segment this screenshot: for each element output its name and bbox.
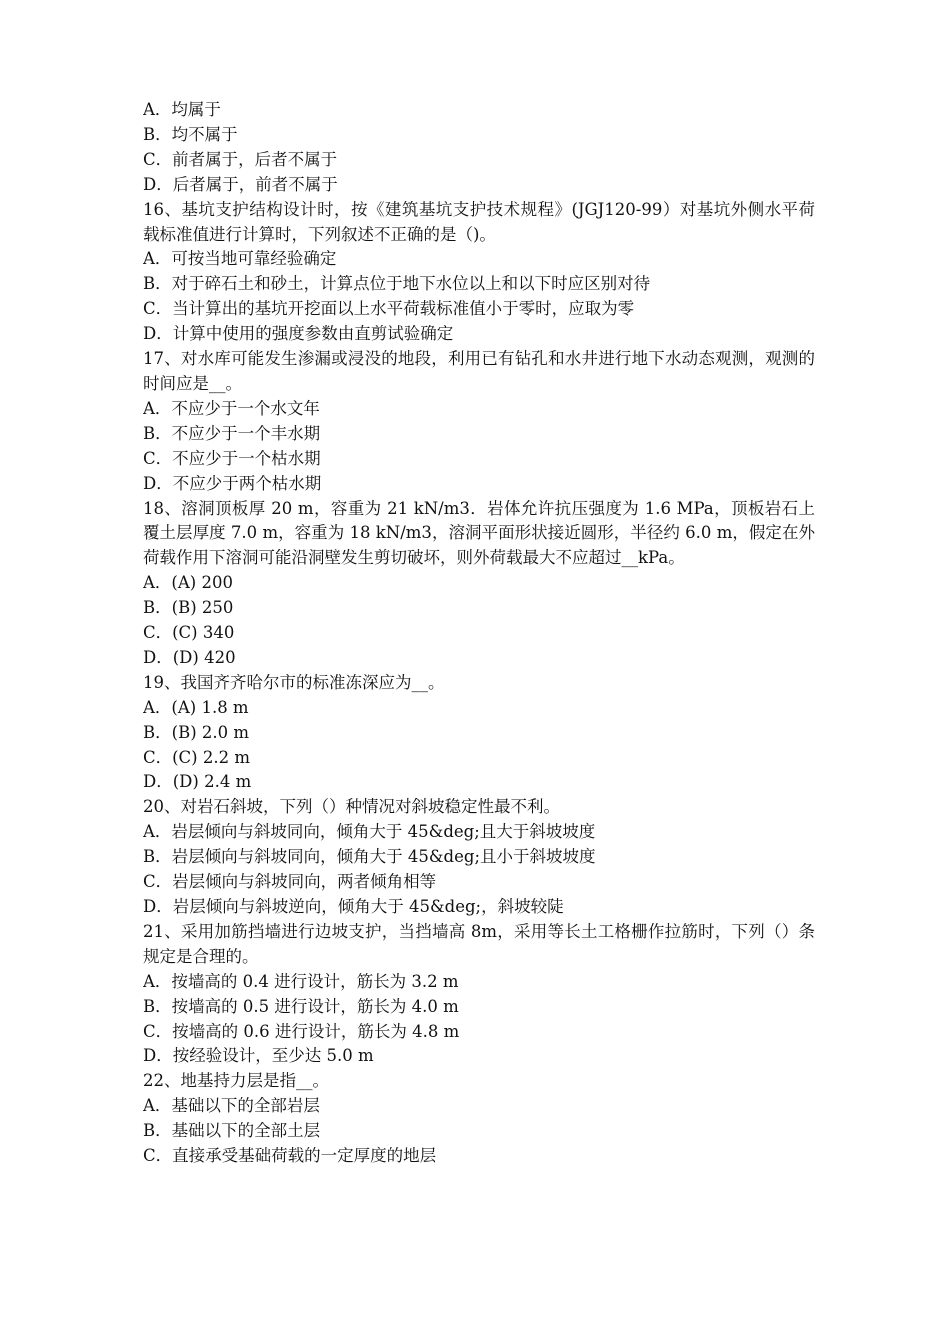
option-15-a: A．均属于 [143, 100, 221, 119]
option-21-c: C．按墙高的 0.6 进行设计，筋长为 4.8 m [143, 1021, 460, 1041]
option-19-d: D．(D) 2.4 m [143, 772, 252, 792]
question-20: 20、对岩石斜坡，下列（）种情况对斜坡稳定性最不利。 [143, 797, 560, 817]
option-20-a: A．岩层倾向与斜坡同向，倾角大于 45&deg;且大于斜坡坡度 [143, 822, 596, 842]
option-21-a: A．按墙高的 0.4 进行设计，筋长为 3.2 m [143, 971, 459, 991]
option-22-a: A．基础以下的全部岩层 [143, 1096, 320, 1116]
option-19-c: C．(C) 2.2 m [143, 747, 251, 767]
option-20-c: C．岩层倾向与斜坡同向，两者倾角相等 [143, 872, 437, 892]
option-16-c: C．当计算出的基坑开挖面以上水平荷载标准值小于零时，应取为零 [143, 299, 635, 319]
question-22: 22、地基持力层是指__。 [143, 1071, 329, 1091]
option-18-a: A．(A) 200 [143, 573, 233, 593]
option-20-d: D．岩层倾向与斜坡逆向，倾角大于 45&deg;，斜坡较陡 [143, 897, 564, 916]
document-page [143, 98, 815, 1169]
option-15-b: B．均不属于 [143, 124, 238, 144]
option-16-d: D．计算中使用的强度参数由直剪试验确定 [143, 324, 454, 344]
question-19: 19、我国齐齐哈尔市的标准冻深应为__。 [143, 672, 445, 692]
option-21-b: B．按墙高的 0.5 进行设计，筋长为 4.0 m [143, 996, 459, 1016]
option-21-d: D．按经验设计，至少达 5.0 m [143, 1046, 374, 1066]
option-19-a: A．(A) 1.8 m [143, 697, 249, 717]
option-18-d: D．(D) 420 [143, 647, 236, 667]
option-15-c: C．前者属于，后者不属于 [143, 149, 338, 169]
question-18: 18、溶洞顶板厚 20 m，容重为 21 kN/m3．岩体允许抗压强度为 1.6 MPa，顶板岩石上覆土层厚度 7.0 m，容重为 18 kN/m3，溶洞平面形状接近圆形，半径约 6.0 m，假定在外荷载作用下溶洞可能沿洞壁发生剪切破坏，则外荷载最大不应超过__kPa。 [143, 498, 815, 568]
option-15-d: D．后者属于，前者不属于 [143, 174, 338, 194]
option-17-a: A．不应少于一个水文年 [143, 398, 320, 418]
option-18-c: C．(C) 340 [143, 623, 235, 643]
option-22-b: B．基础以下的全部土层 [143, 1121, 321, 1141]
question-21: 21、采用加筋挡墙进行边坡支护，当挡墙高 8m，采用等长土工格栅作拉筋时，下列（）条规定是合理的。 [143, 921, 815, 966]
option-17-c: C．不应少于一个枯水期 [143, 448, 321, 468]
option-17-b: B．不应少于一个丰水期 [143, 423, 321, 443]
option-16-b: B．对于碎石土和砂土，计算点位于地下水位以上和以下时应区别对待 [143, 274, 651, 294]
option-19-b: B．(B) 2.0 m [143, 722, 250, 742]
question-17: 17、对水库可能发生渗漏或浸没的地段，利用已有钻孔和水井进行地下水动态观测，观测的时间应是__。 [143, 349, 815, 393]
option-18-b: B．(B) 250 [143, 598, 234, 618]
option-16-a: A．可按当地可靠经验确定 [143, 249, 337, 269]
option-22-c: C．直接承受基础荷载的一定厚度的地层 [143, 1146, 437, 1166]
option-20-b: B．岩层倾向与斜坡同向，倾角大于 45&deg;且小于斜坡坡度 [143, 847, 596, 867]
option-17-d: D．不应少于两个枯水期 [143, 473, 322, 493]
question-16: 16、基坑支护结构设计时，按《建筑基坑支护技术规程》(JGJ120-99）对基坑外侧水平荷载标准值进行计算时，下列叙述不正确的是（)。 [143, 199, 815, 244]
